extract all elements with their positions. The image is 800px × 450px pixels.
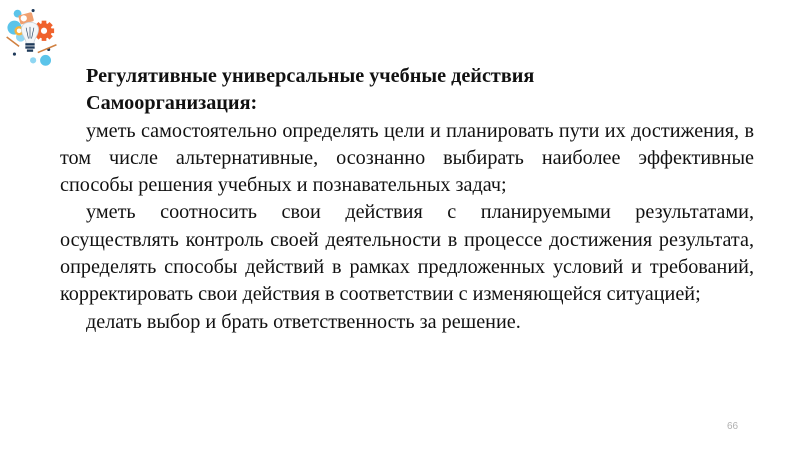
paragraph: уметь соотносить свои действия с планируемыми результатами, осуществлять контроль своей деятельности в процессе достижения результата, определять способы действий в рамках предложенных условий и требований, корректировать свои действия в соответствии с изменяющейся ситуацией;: [60, 201, 754, 306]
page-number: 66: [727, 421, 739, 432]
paragraph: делать выбор и брать ответственность за решение.: [86, 310, 521, 333]
slide-body: [60, 63, 754, 336]
slide-subheading: Самоорганизация:: [86, 92, 258, 115]
paragraph: уметь самостоятельно определять цели и планировать пути их достижения, в том числе альтернативные, осознанно выбирать наиболее эффективные способы решения учебных и познавательных задач;: [60, 119, 754, 197]
lightbulb-gears-icon: [2, 2, 72, 72]
slide-heading: Регулятивные универсальные учебные действия: [86, 65, 535, 87]
